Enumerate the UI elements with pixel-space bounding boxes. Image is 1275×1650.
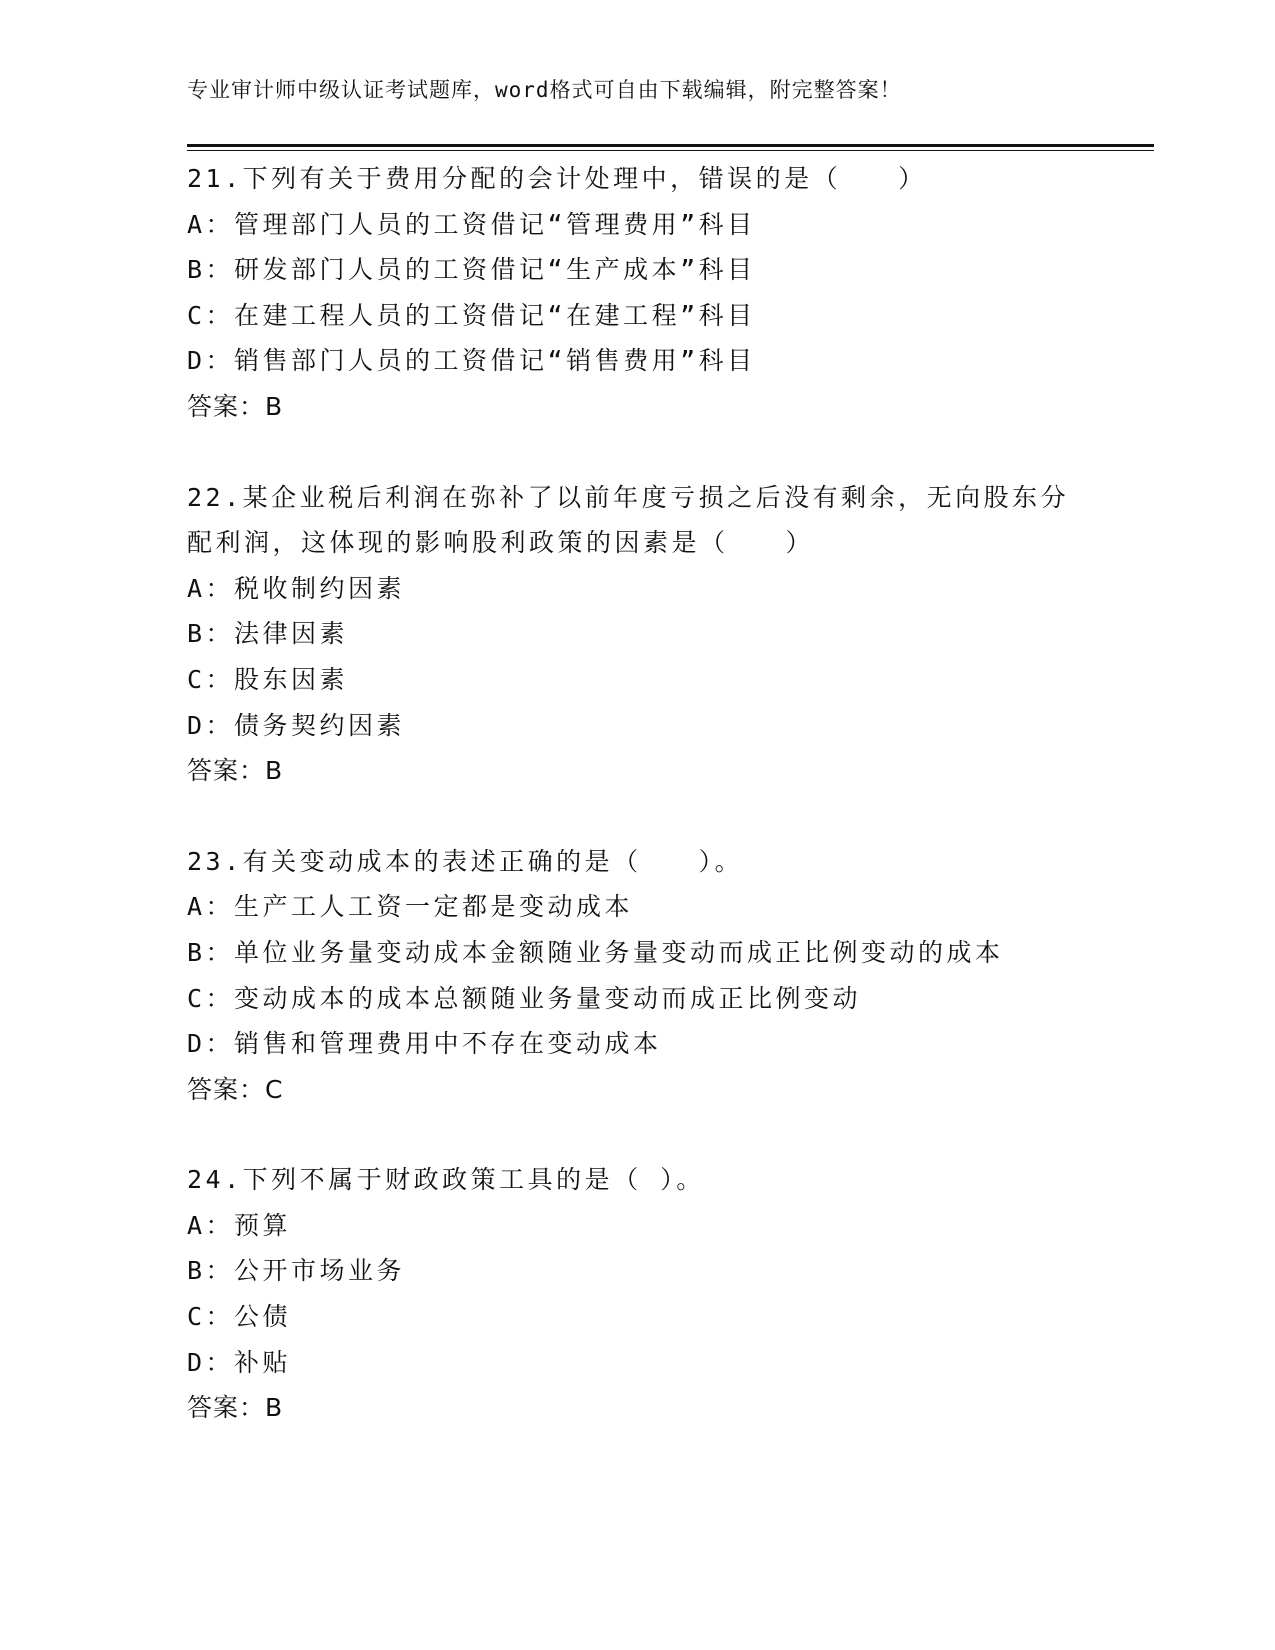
option-d: D：补贴 [187,1347,292,1377]
answer: 答案：B [187,756,284,786]
header-rule-thin [187,150,1154,151]
option-b: B：公开市场业务 [187,1256,406,1286]
question-22 [187,475,1107,794]
option-c: C：股东因素 [187,664,349,694]
option-a: A：管理部门人员的工资借记“管理费用”科目 [187,209,756,239]
question-21 [187,156,1107,430]
answer: 答案：B [187,1393,284,1423]
option-a: A：预算 [187,1210,292,1240]
option-b: B：研发部门人员的工资借记“生产成本”科目 [187,255,756,285]
question-stem-continued: 配利润，这体现的影响股利政策的因素是（ ） [187,528,815,558]
option-a: A：税收制约因素 [187,573,406,603]
option-d: D：销售和管理费用中不存在变动成本 [187,1029,662,1059]
option-d: D：债务契约因素 [187,710,406,740]
option-a: A：生产工人工资一定都是变动成本 [187,892,634,922]
option-c: C：变动成本的成本总额随业务量变动而成正比例变动 [187,983,862,1013]
question-stem: 23.有关变动成本的表述正确的是（ ）。 [187,846,744,876]
question-list [187,156,1107,1476]
question-stem: 24.下列不属于财政政策工具的是（ ）。 [187,1165,705,1195]
question-23 [187,839,1107,1113]
option-c: C：在建工程人员的工资借记“在建工程”科目 [187,300,756,330]
answer: 答案：C [187,1074,284,1104]
answer: 答案：B [187,391,284,421]
question-stem: 22.某企业税后利润在弥补了以前年度亏损之后没有剩余，无向股东分 [187,482,1070,512]
option-d: D：销售部门人员的工资借记“销售费用”科目 [187,346,756,376]
header-rule-thick [187,144,1154,147]
question-24 [187,1157,1107,1431]
option-b: B：法律因素 [187,619,349,649]
option-b: B：单位业务量变动成本金额随业务量变动而成正比例变动的成本 [187,937,1004,967]
question-stem: 21.下列有关于费用分配的会计处理中，错误的是（ ） [187,164,927,193]
option-c: C：公债 [187,1302,292,1332]
page-header: 专业审计师中级认证考试题库，word格式可自由下载编辑，附完整答案！ [187,78,902,102]
